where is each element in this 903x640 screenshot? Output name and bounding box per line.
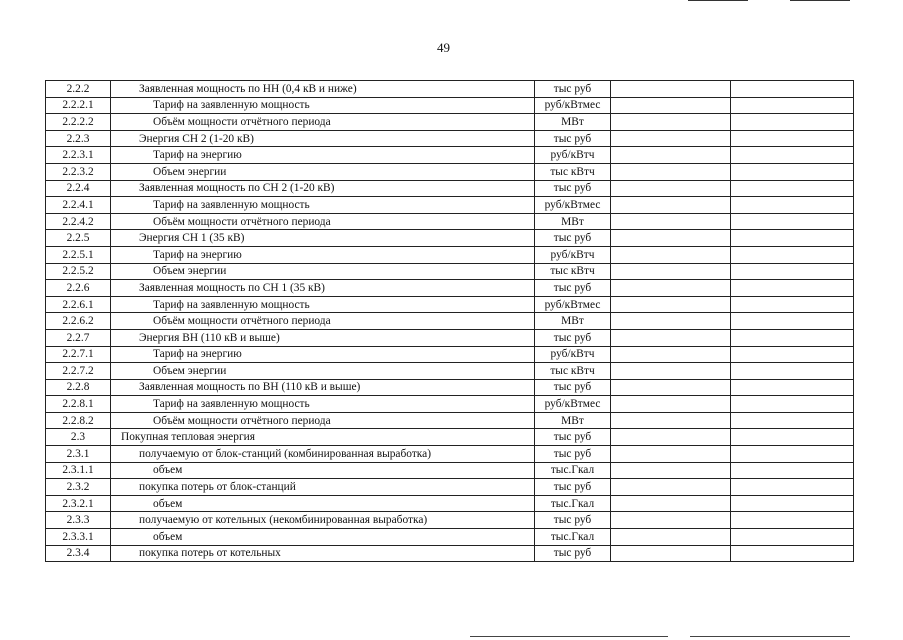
row-name: объем	[111, 495, 535, 512]
row-value-cell	[731, 313, 854, 330]
row-value-cell	[611, 180, 731, 197]
row-value-cell	[611, 379, 731, 396]
table-row	[46, 97, 854, 114]
row-value-cell	[731, 446, 854, 463]
table-row	[46, 512, 854, 529]
row-value-cell	[731, 495, 854, 512]
row-unit: тыс руб	[535, 545, 611, 562]
top-edge-line	[688, 0, 748, 1]
row-code: 2.2.7.2	[46, 363, 111, 380]
row-unit: руб/кВтч	[535, 147, 611, 164]
row-unit: тыс руб	[535, 230, 611, 247]
row-value-cell	[731, 280, 854, 297]
row-value-cell	[731, 97, 854, 114]
table-row	[46, 280, 854, 297]
row-code: 2.3.3.1	[46, 529, 111, 546]
row-name: Объем энергии	[111, 263, 535, 280]
table-row	[46, 180, 854, 197]
table-row	[46, 213, 854, 230]
row-value-cell	[611, 329, 731, 346]
row-unit: руб/кВтмес	[535, 97, 611, 114]
row-name: Объём мощности отчётного периода	[111, 213, 535, 230]
row-value-cell	[731, 147, 854, 164]
row-name: Тариф на заявленную мощность	[111, 396, 535, 413]
row-value-cell	[731, 230, 854, 247]
row-unit: МВт	[535, 213, 611, 230]
row-value-cell	[611, 280, 731, 297]
row-code: 2.3.1	[46, 446, 111, 463]
row-unit: тыс руб	[535, 429, 611, 446]
row-value-cell	[611, 512, 731, 529]
row-code: 2.2.4	[46, 180, 111, 197]
row-value-cell	[731, 379, 854, 396]
row-name: объем	[111, 462, 535, 479]
row-code: 2.2.5.1	[46, 246, 111, 263]
row-unit: тыс кВтч	[535, 163, 611, 180]
row-value-cell	[611, 346, 731, 363]
row-unit: руб/кВтч	[535, 246, 611, 263]
table-row	[46, 147, 854, 164]
row-name: Энергия СН 2 (1-20 кВ)	[111, 130, 535, 147]
table-row	[46, 379, 854, 396]
row-value-cell	[611, 130, 731, 147]
table-row	[46, 495, 854, 512]
row-unit: МВт	[535, 412, 611, 429]
table-body	[46, 81, 854, 562]
row-value-cell	[731, 396, 854, 413]
row-code: 2.2.4.1	[46, 197, 111, 214]
row-unit: МВт	[535, 313, 611, 330]
row-name: покупка потерь от блок-станций	[111, 479, 535, 496]
row-unit: тыс руб	[535, 512, 611, 529]
row-unit: тыс руб	[535, 329, 611, 346]
row-value-cell	[731, 213, 854, 230]
table-row	[46, 363, 854, 380]
row-value-cell	[731, 114, 854, 131]
row-value-cell	[611, 114, 731, 131]
row-name: Тариф на заявленную мощность	[111, 296, 535, 313]
row-name: Заявленная мощность по СН 2 (1-20 кВ)	[111, 180, 535, 197]
row-name: Объем энергии	[111, 363, 535, 380]
row-code: 2.3.3	[46, 512, 111, 529]
row-value-cell	[611, 545, 731, 562]
row-code: 2.2.3.1	[46, 147, 111, 164]
row-code: 2.3.2.1	[46, 495, 111, 512]
row-code: 2.2.2.1	[46, 97, 111, 114]
row-unit: тыс руб	[535, 280, 611, 297]
row-code: 2.2.3	[46, 130, 111, 147]
row-value-cell	[731, 263, 854, 280]
row-code: 2.2.4.2	[46, 213, 111, 230]
row-name: Энергия ВН (110 кВ и выше)	[111, 329, 535, 346]
row-value-cell	[731, 512, 854, 529]
row-value-cell	[611, 230, 731, 247]
table-row	[46, 230, 854, 247]
row-code: 2.2.7.1	[46, 346, 111, 363]
table-row	[46, 296, 854, 313]
row-unit: тыс.Гкал	[535, 495, 611, 512]
table-row	[46, 130, 854, 147]
row-name: Заявленная мощность по СН 1 (35 кВ)	[111, 280, 535, 297]
row-value-cell	[611, 163, 731, 180]
row-value-cell	[731, 197, 854, 214]
table-row	[46, 313, 854, 330]
row-value-cell	[611, 363, 731, 380]
row-value-cell	[611, 313, 731, 330]
row-code: 2.2.5	[46, 230, 111, 247]
row-code: 2.3	[46, 429, 111, 446]
row-value-cell	[611, 495, 731, 512]
row-unit: тыс руб	[535, 479, 611, 496]
row-value-cell	[611, 97, 731, 114]
table-row	[46, 329, 854, 346]
row-name: Тариф на заявленную мощность	[111, 197, 535, 214]
page-number: 49	[437, 40, 450, 55]
row-value-cell	[731, 296, 854, 313]
row-name: Заявленная мощность по НН (0,4 кВ и ниже)	[111, 81, 535, 98]
row-value-cell	[611, 462, 731, 479]
row-value-cell	[731, 545, 854, 562]
row-unit: тыс.Гкал	[535, 462, 611, 479]
table-row	[46, 429, 854, 446]
row-code: 2.2.2.2	[46, 114, 111, 131]
row-value-cell	[611, 429, 731, 446]
table-row	[46, 263, 854, 280]
table-row	[46, 346, 854, 363]
row-value-cell	[731, 81, 854, 98]
row-unit: руб/кВтч	[535, 346, 611, 363]
table-row	[46, 446, 854, 463]
row-code: 2.2.6.2	[46, 313, 111, 330]
row-code: 2.2.6	[46, 280, 111, 297]
table-row	[46, 529, 854, 546]
row-name: Тариф на заявленную мощность	[111, 97, 535, 114]
row-code: 2.2.8.2	[46, 412, 111, 429]
row-code: 2.3.1.1	[46, 462, 111, 479]
row-value-cell	[731, 363, 854, 380]
row-unit: тыс руб	[535, 180, 611, 197]
row-value-cell	[731, 529, 854, 546]
row-value-cell	[731, 180, 854, 197]
row-name: Тариф на энергию	[111, 147, 535, 164]
row-unit: тыс кВтч	[535, 263, 611, 280]
row-value-cell	[731, 163, 854, 180]
row-name: покупка потерь от котельных	[111, 545, 535, 562]
row-name: Объём мощности отчётного периода	[111, 313, 535, 330]
row-name: Заявленная мощность по ВН (110 кВ и выше)	[111, 379, 535, 396]
table-row	[46, 114, 854, 131]
table-row	[46, 246, 854, 263]
row-value-cell	[611, 479, 731, 496]
row-unit: тыс руб	[535, 81, 611, 98]
row-value-cell	[611, 246, 731, 263]
row-value-cell	[731, 412, 854, 429]
row-name: Объём мощности отчётного периода	[111, 114, 535, 131]
row-code: 2.3.2	[46, 479, 111, 496]
row-value-cell	[611, 213, 731, 230]
row-value-cell	[611, 396, 731, 413]
row-unit: МВт	[535, 114, 611, 131]
row-value-cell	[611, 296, 731, 313]
row-name: объем	[111, 529, 535, 546]
row-name: Тариф на энергию	[111, 346, 535, 363]
table-row	[46, 462, 854, 479]
row-code: 2.2.5.2	[46, 263, 111, 280]
row-unit: тыс руб	[535, 130, 611, 147]
row-value-cell	[731, 462, 854, 479]
bottom-edge-line	[690, 636, 850, 637]
table-row	[46, 479, 854, 496]
row-name: Энергия СН 1 (35 кВ)	[111, 230, 535, 247]
row-code: 2.2.8.1	[46, 396, 111, 413]
row-value-cell	[731, 329, 854, 346]
row-name: Объем энергии	[111, 163, 535, 180]
table-row	[46, 412, 854, 429]
row-code: 2.2.6.1	[46, 296, 111, 313]
row-value-cell	[731, 429, 854, 446]
row-name: Тариф на энергию	[111, 246, 535, 263]
row-code: 2.2.8	[46, 379, 111, 396]
row-unit: тыс.Гкал	[535, 529, 611, 546]
row-unit: тыс руб	[535, 446, 611, 463]
row-value-cell	[611, 412, 731, 429]
row-name: Покупная тепловая энергия	[111, 429, 535, 446]
row-name: Объём мощности отчётного периода	[111, 412, 535, 429]
table-row	[46, 545, 854, 562]
row-unit: тыс кВтч	[535, 363, 611, 380]
row-value-cell	[611, 263, 731, 280]
row-code: 2.2.2	[46, 81, 111, 98]
row-value-cell	[611, 529, 731, 546]
tariff-table	[45, 80, 854, 562]
row-value-cell	[611, 197, 731, 214]
row-value-cell	[731, 479, 854, 496]
table-row	[46, 396, 854, 413]
row-value-cell	[731, 130, 854, 147]
top-edge-line	[790, 0, 850, 1]
bottom-edge-line	[470, 636, 668, 637]
row-unit: руб/кВтмес	[535, 296, 611, 313]
table-row	[46, 81, 854, 98]
row-name: получаемую от блок-станций (комбинированная выработка)	[111, 446, 535, 463]
row-value-cell	[731, 246, 854, 263]
row-value-cell	[731, 346, 854, 363]
table-row	[46, 197, 854, 214]
row-name: получаемую от котельных (некомбинированная выработка)	[111, 512, 535, 529]
row-unit: руб/кВтмес	[535, 396, 611, 413]
table-row	[46, 163, 854, 180]
row-value-cell	[611, 81, 731, 98]
row-value-cell	[611, 446, 731, 463]
row-code: 2.3.4	[46, 545, 111, 562]
row-code: 2.2.3.2	[46, 163, 111, 180]
row-value-cell	[611, 147, 731, 164]
row-unit: тыс руб	[535, 379, 611, 396]
row-unit: руб/кВтмес	[535, 197, 611, 214]
row-code: 2.2.7	[46, 329, 111, 346]
